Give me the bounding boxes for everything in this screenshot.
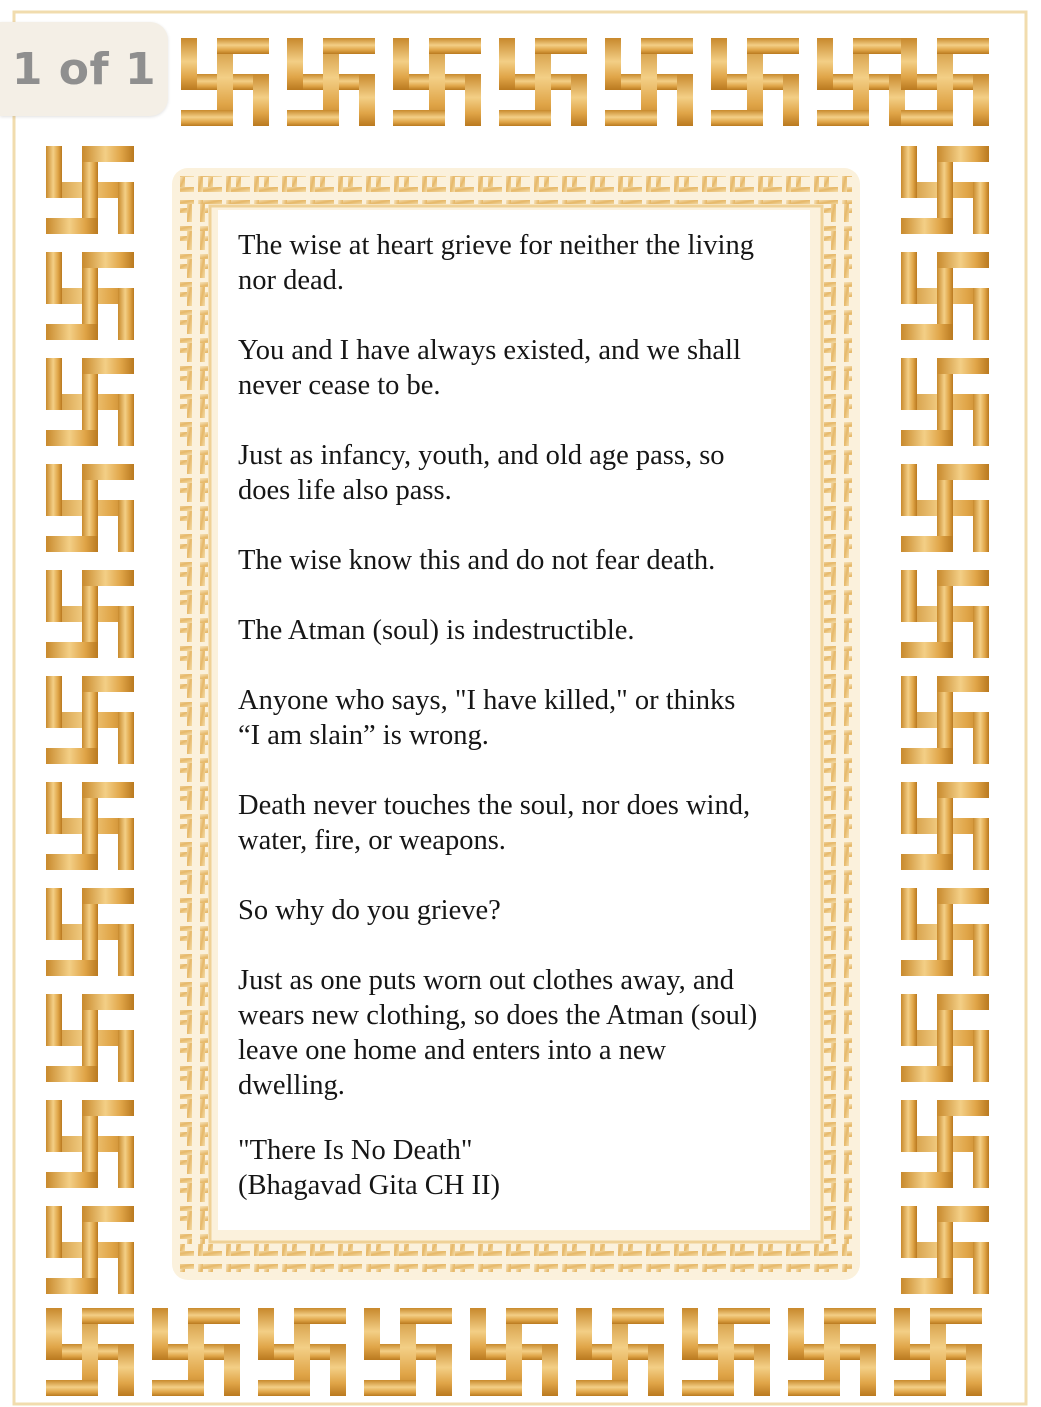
verse-5: The Atman (soul) is indestructible. <box>238 615 635 646</box>
attribution <box>238 1133 808 1203</box>
verse-list <box>238 228 808 1138</box>
verse-7: Death never touches the soul, nor does wind, water, fire, or weapons. <box>238 790 751 856</box>
poem-title: "There Is No Death" <box>238 1135 473 1166</box>
verse-4: The wise know this and do not fear death. <box>238 545 716 576</box>
verse-6: Anyone who says, "I have killed," or thinks “I am slain” is wrong. <box>238 685 736 751</box>
verse-8: So why do you grieve? <box>238 895 501 926</box>
verse-3: Just as infancy, youth, and old age pass, so does life also pass. <box>238 440 725 506</box>
verse-1: The wise at heart grieve for neither the living nor dead. <box>238 230 754 296</box>
poem-source: (Bhagavad Gita CH II) <box>238 1170 500 1201</box>
page-counter-badge: 1 of 1 <box>0 22 168 116</box>
verse-2: You and I have always existed, and we shall never cease to be. <box>238 335 741 401</box>
verse-9: Just as one puts worn out clothes away, and wears new clothing, so does the Atman (soul) leave one home and enters into a new dwelling. <box>238 965 758 1101</box>
